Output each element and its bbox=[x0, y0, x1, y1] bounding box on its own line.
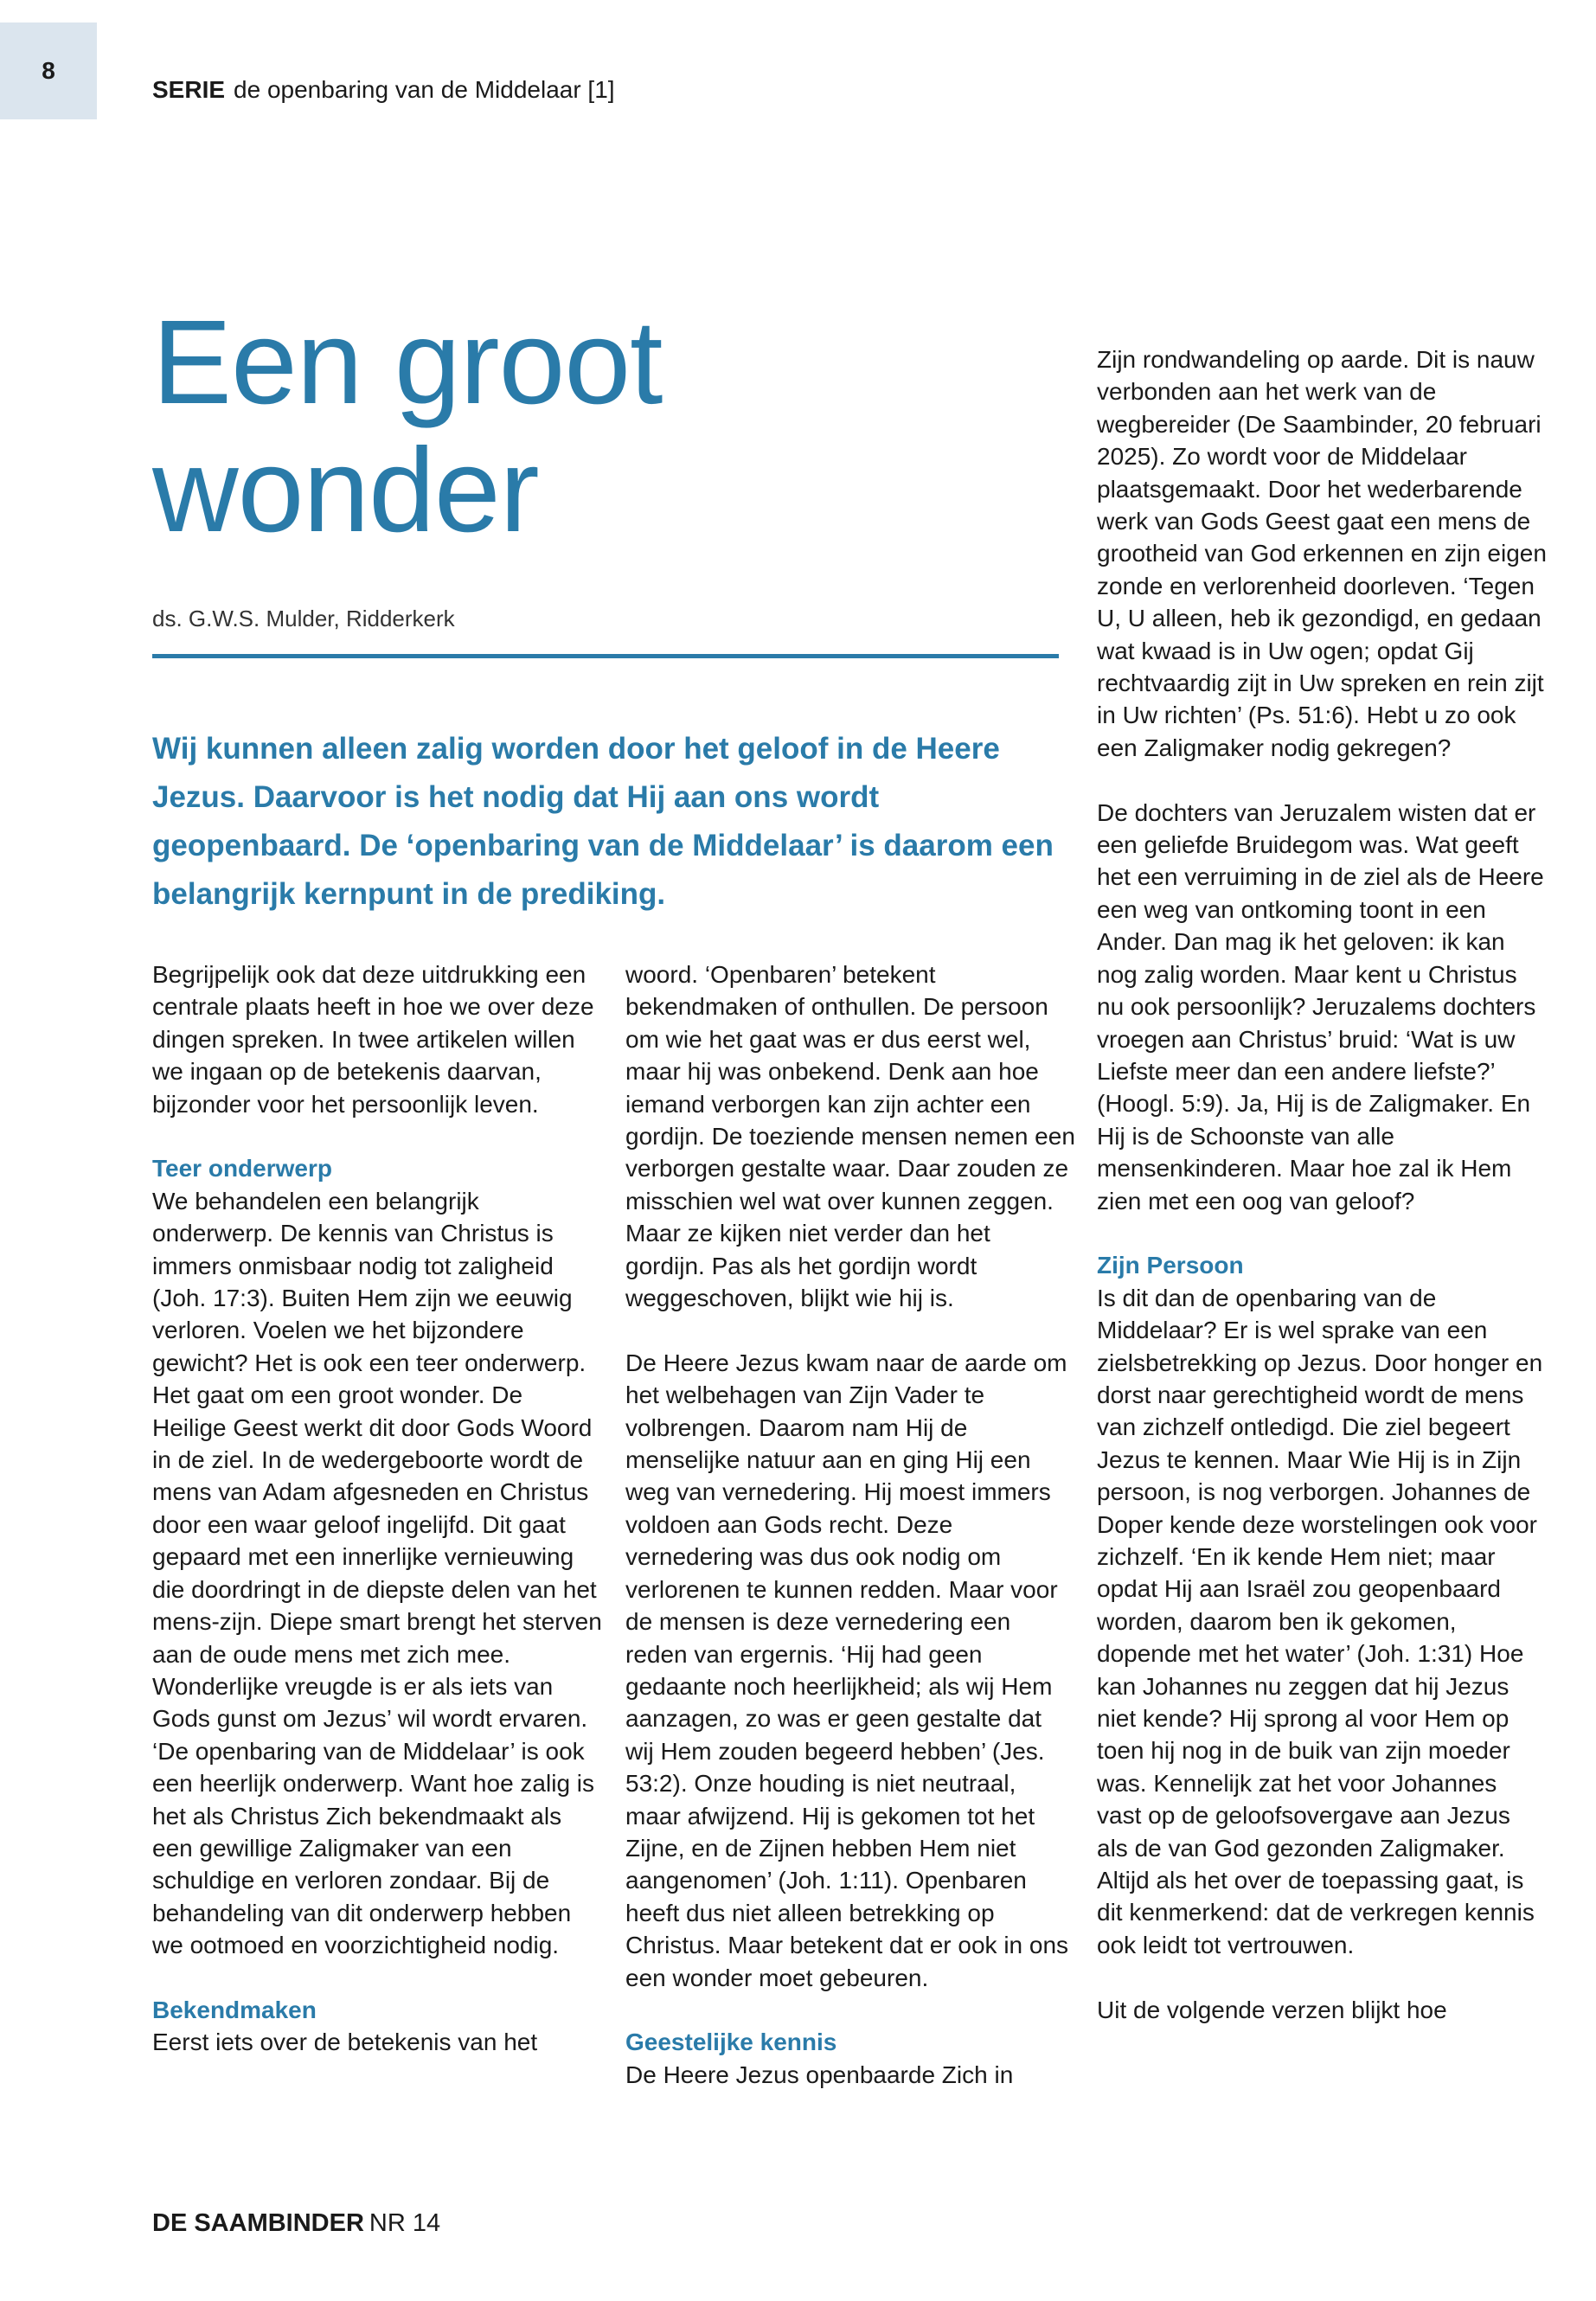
subheading-geestelijke-kennis: Geestelijke kennis bbox=[625, 2029, 837, 2056]
title-line-1: Een groot bbox=[152, 296, 663, 429]
paragraph: woord. ‘Openbaren’ betekent bekendmaken of onthullen. De persoon om wie het gaat was er dus eerst wel, maar hij was onbekend. Denk aan hoe iemand verborgen kan zijn achter een gordijn. De toeziende mensen nemen een verborgen gestalte waar. Daar zouden ze misschien wel wat over kunnen zeggen. Maar ze kijken niet verder dan het gordijn. Pas als het gordijn wordt weggeschoven, blijkt wie hij is. bbox=[625, 961, 1075, 1312]
paragraph: Is dit dan de openbaring van de Middelaar? Er is wel sprake van een zielsbetrekking op Jezus. Door honger en dorst naar gerechtigheid wordt de mens van zichzelf ontledigd. Die ziel begeert Jezus te kennen. Maar Wie Hij is in Zijn persoon, is nog verborgen. Johannes de Doper kende deze worstelingen ook voor zichzelf. ‘En ik kende Hem niet; maar opdat Hij aan Israël zou geopenbaard worden, daarom ben ik gekomen, dopende met het water’ (Joh. 1:31) Hoe kan Johannes nu zeggen dat hij Jezus niet kende? Hij sprong al voor Hem op toen hij nog in de buik van zijn moeder was. Kennelijk zat het voor Johannes vast op de geloofsovergave aan Jezus als de van God gezonden Zaligmaker. Altijd als het over de toepassing gaat, is dit kenmerkend: dat de verkregen kennis ook leidt tot vertrouwen. bbox=[1097, 1284, 1543, 1958]
paragraph: De Heere Jezus openbaarde Zich in bbox=[625, 2061, 1014, 2088]
running-header bbox=[152, 76, 615, 104]
title-line-2: wonder bbox=[152, 424, 539, 557]
series-title: de openbaring van de Middelaar [1] bbox=[234, 76, 615, 103]
page-footer bbox=[152, 2209, 440, 2238]
article-title bbox=[152, 296, 663, 557]
author-byline: ds. G.W.S. Mulder, Ridderkerk bbox=[152, 606, 455, 631]
body-column-3 bbox=[1097, 343, 1547, 2026]
paragraph: De Heere Jezus kwam naar de aarde om het welbehagen van Zijn Vader te volbrengen. Daarom nam Hij de menselijke natuur aan en ging Hij een weg van vernedering. Hij moest immers voldoen aan Gods recht. Deze vernedering was dus ook nodig om verlorenen te kunnen redden. Maar voor de mensen is deze vernedering een reden van ergernis. ‘Hij had geen gedaante noch heerlijkheid; als wij Hem aanzagen, zo was er geen gestalte dat wij Hem zouden begeerd hebben’ (Jes. 53:2). Onze houding is niet neutraal, maar afwijzend. Hij is gekomen tot het Zijne, en de Zijnen hebben Hem niet aangenomen’ (Joh. 1:11). Openbaren heeft dus niet alleen betrekking op Christus. Maar betekent dat er ook in ons een wonder moet gebeuren. bbox=[625, 1349, 1069, 1991]
page-number: 8 bbox=[0, 22, 97, 119]
subheading-bekendmaken: Bekendmaken bbox=[152, 1996, 317, 2023]
body-column-1 bbox=[152, 958, 602, 2059]
paragraph: Begrijpelijk ook dat deze uitdrukking een centrale plaats heeft in hoe we over deze dingen spreken. In twee artikelen willen we ingaan op de betekenis daarvan, bijzonder voor het persoonlijk leven. bbox=[152, 961, 594, 1118]
subheading-zijn-persoon: Zijn Persoon bbox=[1097, 1252, 1244, 1279]
issue-number: NR 14 bbox=[369, 2209, 441, 2237]
paragraph: Uit de volgende verzen blijkt hoe bbox=[1097, 1996, 1447, 2023]
paragraph: Eerst iets over de betekenis van het bbox=[152, 2029, 538, 2056]
subheading-teer-onderwerp: Teer onderwerp bbox=[152, 1155, 332, 1183]
body-column-2 bbox=[625, 958, 1075, 2091]
title-divider bbox=[152, 654, 1059, 658]
lead-paragraph: Wij kunnen alleen zalig worden door het geloof in de Heere Jezus. Daarvoor is het nodig dat Hij aan ons wordt geopenbaard. De ‘openbaring van de Middelaar’ is daarom een belangrijk kernpunt in de prediking. bbox=[152, 732, 1054, 911]
magazine-name: DE SAAMBINDER bbox=[152, 2209, 364, 2237]
paragraph: De dochters van Jeruzalem wisten dat er een geliefde Bruidegom was. Wat geeft het een verruiming in de ziel als de Heere een weg van ontkoming toont in een Ander. Dan mag ik het geloven: ik kan nog zalig worden. Maar kent u Christus nu ook persoonlijk? Jeruzalems dochters vroegen aan Christus’ bruid: ‘Wat is uw Liefste meer dan een andere liefste?’ (Hoogl. 5:9). Ja, Hij is de Zaligmaker. En Hij is de Schoonste van alle mensenkinderen. Maar hoe zal ik Hem zien met een oog van geloof? bbox=[1097, 798, 1544, 1215]
series-label: SERIE bbox=[152, 76, 226, 103]
paragraph: Zijn rondwandeling op aarde. Dit is nauw verbonden aan het werk van de wegbereider (De Saambinder, 20 februari 2025). Zo wordt voor de Middelaar plaatsgemaakt. Door het wederbarende werk van Gods Geest gaat een mens de grootheid van God erkennen en zijn eigen zonde en verlorenheid doorleven. ‘Tegen U, U alleen, heb ik gezondigd, en gedaan wat kwaad is in Uw ogen; opdat Gij rechtvaardig zijt in Uw spreken en rein zijt in Uw richten’ (Ps. 51:6). Hebt u zo ook een Zaligmaker nodig gekregen? bbox=[1097, 346, 1547, 761]
paragraph: We behandelen een belangrijk onderwerp. De kennis van Christus is immers onmisbaar nodig tot zaligheid (Joh. 17:3). Buiten Hem zijn we eeuwig verloren. Voelen we het bijzondere gewicht? Het is ook een teer onderwerp. Het gaat om een groot wonder. De Heilige Geest werkt dit door Gods Woord in de ziel. In de wedergeboorte wordt de mens van Adam afgesneden en Christus door een waar geloof ingelijfd. Dit gaat gepaard met een innerlijke vernieuwing die doordringt in de diepste delen van het mens-zijn. Diepe smart brengt het sterven aan de oude mens met zich mee. Wonderlijke vreugde is er als iets van Gods gunst om Jezus’ wil wordt ervaren. ‘De openbaring van de Middelaar’ is ook een heerlijk onderwerp. Want hoe zalig is het als Christus Zich bekendmaakt als een gewillige Zaligmaker van een schuldige en verloren zondaar. Bij de behandeling van dit onderwerp hebben we ootmoed en voorzichtigheid nodig. bbox=[152, 1187, 602, 1959]
